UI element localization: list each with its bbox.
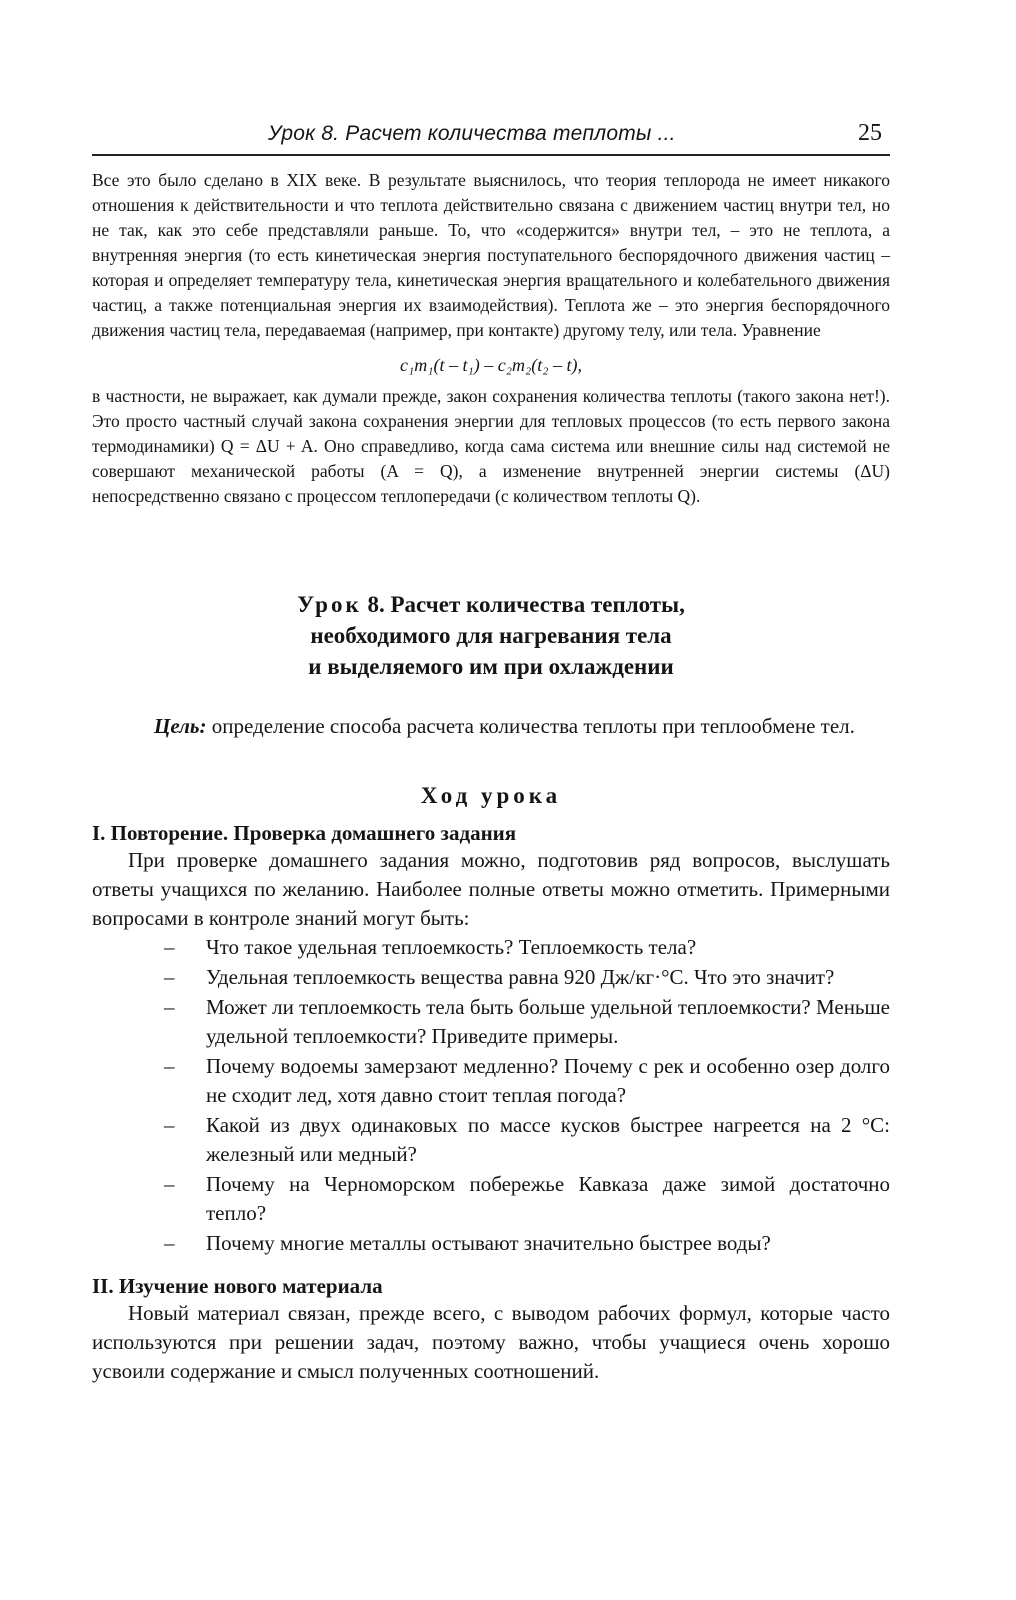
intro-paragraph-continued: в частности, не выражает, как думали прежде, закон сохранения количества теплоты (такого закона нет!). Это просто частный случай закона сохранения энергии для тепловых процессов (то есть первого закона термодинамики) Q = ΔU + A. Оно справедливо, когда сама система или внешние силы над системой не совершают механической работы (A = Q), а изменение внутренней энергии системы (ΔU) непосредственно связано с процессом теплопередачи (с количеством теплоты Q).	[92, 386, 890, 506]
list-dash: –	[164, 995, 175, 1019]
list-dash: –	[164, 1172, 175, 1196]
lesson-title-line2: необходимого для нагревания тела	[310, 623, 672, 648]
lesson-goal	[92, 712, 890, 741]
section2-heading: II. Изучение нового материала	[92, 1274, 383, 1298]
goal-text: определение способа расчета количества теплоты при теплообмене тел.	[211, 714, 855, 738]
list-dash: –	[164, 965, 175, 989]
list-item: – Может ли теплоемкость тела быть больше удельной теплоемкости? Меньше удельной теплоемкости? Приведите примеры.	[164, 995, 890, 1048]
list-dash: –	[164, 935, 175, 959]
section1-paragraph: При проверке домашнего задания можно, подготовив ряд вопросов, выслушать ответы учащихся по желанию. Наиболее полные ответы можно отметить. Примерными вопросами в контроле знаний могут быть:	[92, 848, 890, 930]
lesson-title-line3: и выделяемого им при охлаждении	[308, 654, 674, 679]
list-dash: –	[164, 1231, 175, 1255]
running-header	[92, 118, 890, 156]
section2-paragraph: Новый материал связан, прежде всего, с выводом рабочих формул, которые часто используются при решении задач, поэтому важно, чтобы учащиеся очень хорошо усвоили содержание и смысл полученных соотношений.	[92, 1301, 890, 1383]
list-item: – Какой из двух одинаковых по массе кусков быстрее нагреется на 2 °С: железный или медный?	[164, 1113, 890, 1166]
lesson-title	[92, 589, 890, 682]
list-item: – Удельная теплоемкость вещества равна 920 Дж/кг·°С. Что это значит?	[92, 963, 890, 992]
intro-paragraph: Все это было сделано в XIX веке. В результате выяснилось, что теория теплорода не имеет никакого отношения к действительности и что теплота действительно связана с движением частиц внутри тел, но не так, как это себе представляли раньше. То, что «содержится» внутри тел, – это не теплота, а внутренняя энергия (то есть кинетическая энергия поступательного беспорядочного движения частиц – которая и определяет температуру тела, кинетическая энергия вращательного и колебательного движения частиц, а также потенциальная энергия их взаимодействия). Теплота же – это энергия беспорядочного движения частиц тела, передаваемая (например, при контакте) другому телу, или тела. Уравнение	[92, 170, 890, 340]
list-item: – Почему на Черноморском побережье Кавказа даже зимой достаточно тепло?	[164, 1172, 890, 1225]
list-item: – Почему водоемы замерзают медленно? Почему с рек и особенно озер долго не сходит лед, хотя давно стоит теплая погода?	[164, 1054, 890, 1107]
list-dash: –	[164, 1113, 175, 1137]
lesson-title-prefix: Урок	[297, 592, 362, 617]
question-list	[92, 933, 890, 1258]
course-heading: Ход урока	[420, 783, 562, 808]
list-item: – Что такое удельная теплоемкость? Теплоемкость тела?	[92, 933, 890, 962]
list-item: – Почему многие металлы остывают значительно быстрее воды?	[92, 1229, 890, 1258]
list-dash: –	[164, 1054, 175, 1078]
page-number: 25	[858, 120, 882, 146]
goal-label: Цель:	[154, 714, 207, 738]
running-title: Урок 8. Расчет количества теплоты ...	[268, 122, 676, 145]
section1-heading: I. Повторение. Проверка домашнего задания	[92, 821, 517, 845]
book-page	[92, 118, 890, 1386]
lesson-title-line1: Урок 8. Расчет количества теплоты,	[297, 592, 685, 617]
heat-balance-formula: c₁m₁(t – t₁) – c₂m₂(t₂ – t),	[399, 355, 582, 375]
